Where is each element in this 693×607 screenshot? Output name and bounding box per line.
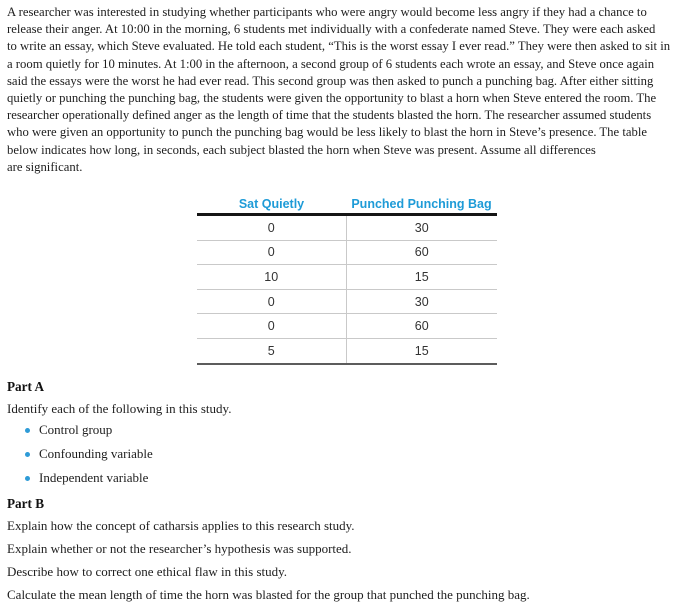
intro-line: are significant. (7, 159, 83, 174)
table-cell: 15 (346, 339, 498, 363)
results-table (197, 194, 497, 365)
results-table-header (197, 194, 497, 216)
table-row (197, 339, 497, 363)
list-item-label: Independent variable (39, 470, 149, 485)
table-cell: 30 (346, 290, 498, 314)
question-line: Explain whether or not the researcher’s hypothesis was supported. (7, 541, 352, 556)
list-item-label: Confounding variable (39, 446, 153, 461)
part-a-bullet-list (25, 418, 153, 490)
table-row (197, 241, 497, 266)
part-b-question-list (7, 514, 530, 606)
results-table-body (197, 216, 497, 365)
bullet-icon (25, 428, 30, 433)
intro-paragraph (7, 4, 693, 176)
part-b-heading: Part B (7, 496, 44, 511)
table-cell: 0 (267, 220, 275, 235)
bullet-icon (25, 452, 30, 457)
list-item-label: Control group (39, 422, 113, 437)
table-row (197, 290, 497, 315)
table-cell: 0 (267, 294, 275, 309)
table-cell: 15 (346, 265, 498, 289)
intro-line: below indicates how long, in seconds, each subject blasted the horn when Steve was present. Assume all differences (7, 142, 596, 157)
table-cell: 10 (264, 269, 279, 284)
list-item (25, 418, 153, 442)
table-row (197, 314, 497, 339)
intro-line: A researcher was interested in studying whether participants who were angry would become less angry if they had a chance to (7, 5, 647, 19)
part-a-heading: Part A (7, 379, 44, 394)
table-row (197, 216, 497, 241)
bullet-icon (25, 476, 30, 481)
part-a-prompt: Identify each of the following in this study. (7, 401, 232, 416)
table-cell: 60 (346, 241, 498, 265)
intro-line: said the essays were the worst he had ever read. This second group was then asked to punch a punching bag. After either sitting (7, 73, 654, 88)
column-header-punched-punching-bag: Punched Punching Bag (351, 196, 492, 211)
intro-line: a room quietly for 10 minutes. At 1:00 in the afternoon, a second group of 6 students each wrote an essay, and Steve once again (7, 56, 655, 71)
table-cell: 30 (346, 216, 498, 240)
list-item (25, 466, 153, 490)
question-line: Calculate the mean length of time the horn was blasted for the group that punched the punching bag. (7, 587, 530, 602)
column-header-sat-quietly: Sat Quietly (238, 196, 305, 211)
table-cell: 0 (267, 245, 275, 260)
intro-line: quietly or punching the punching bag, the students were given the opportunity to blast a horn when Steve entered the room. The (7, 90, 657, 105)
table-cell: 60 (346, 314, 498, 338)
question-line: Describe how to correct one ethical flaw in this study. (7, 564, 288, 579)
question-line: Explain how the concept of catharsis applies to this research study. (7, 518, 355, 533)
intro-line: who were given an opportunity to punch the punching bag would be less likely to blast the horn in Steve’s presence. The table (7, 125, 647, 140)
table-cell: 5 (267, 343, 275, 358)
table-cell: 0 (267, 319, 275, 334)
table-row (197, 265, 497, 290)
intro-line: release their anger. At 10:00 in the morning, 6 students met individually with a confederate named Steve. They were each asked (7, 22, 656, 37)
intro-line: researcher operationally defined anger as the length of time that the students blasted the horn. The researcher assumed students (7, 108, 652, 123)
list-item (25, 442, 153, 466)
intro-line: to write an essay, which Steve evaluated. He told each student, “This is the worst essay I ever read.” They were then asked to sit in (7, 39, 671, 54)
